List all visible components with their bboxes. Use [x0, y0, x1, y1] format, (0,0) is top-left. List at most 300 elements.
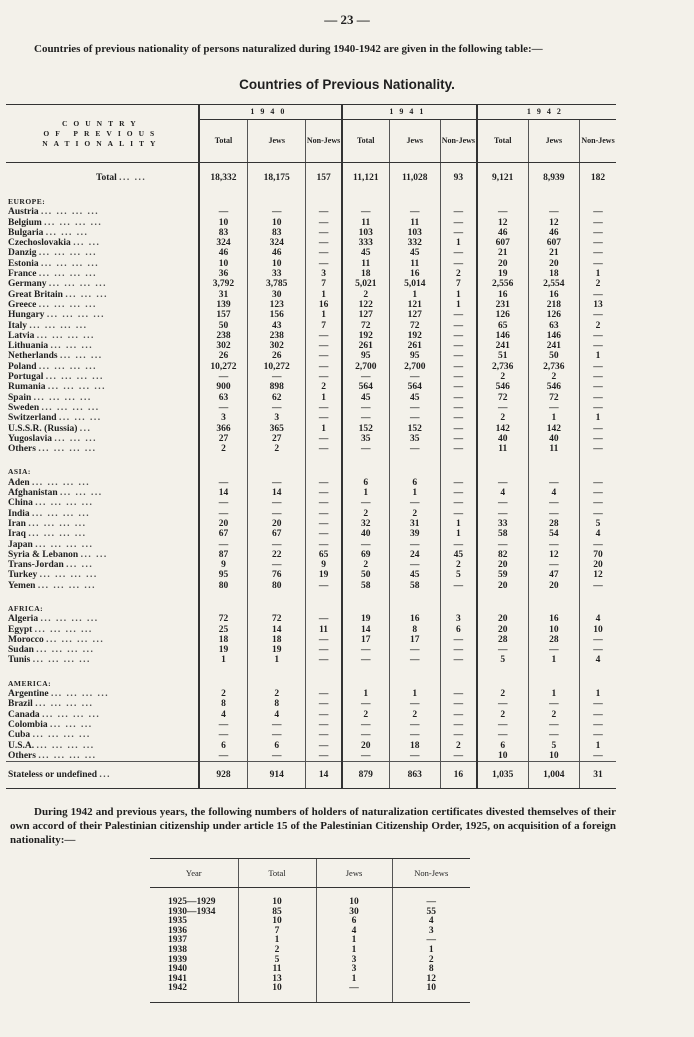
- non-jews-cell: —: [580, 382, 616, 392]
- total-cell: 126: [477, 310, 528, 320]
- non-jews-cell: 2: [580, 321, 616, 331]
- divest-non-jews-cell: 3: [392, 927, 470, 937]
- total-cell: 18: [199, 635, 248, 645]
- country-name-cell: [6, 581, 199, 591]
- non-jews-cell: —: [306, 413, 342, 423]
- jews-cell: 546: [528, 382, 579, 392]
- divest-jews-cell: 1: [316, 975, 392, 985]
- total-cell: 59: [477, 570, 528, 580]
- total-cell: 2: [199, 689, 248, 699]
- non-jews-cell: 1: [440, 290, 476, 300]
- divest-header-year: Year: [150, 859, 238, 888]
- total-cell: 152: [342, 424, 389, 434]
- non-jews-cell: 1: [580, 269, 616, 279]
- total-cell: 63: [199, 393, 248, 403]
- leader-dots: ... ... ... ...: [35, 539, 94, 550]
- country-name-cell: [6, 550, 199, 560]
- total-cell: 5: [477, 655, 528, 665]
- country-name: Argentine: [8, 689, 49, 700]
- country-row: [6, 751, 616, 762]
- stateless-row: [6, 762, 616, 789]
- non-jews-cell: —: [580, 478, 616, 488]
- divestment-table: [150, 858, 470, 1003]
- non-jews-cell: —: [580, 393, 616, 403]
- jews-cell: —: [389, 655, 440, 665]
- country-name-cell: [6, 248, 199, 258]
- country-name: Syria & Lebanon: [8, 549, 79, 560]
- sub-header-jews: Jews: [248, 120, 306, 163]
- total-cell: 2: [342, 290, 389, 300]
- page-number: — 23 —: [324, 12, 370, 27]
- total-cell: 58: [477, 529, 528, 539]
- outro-paragraph: During 1942 and previous years, the following numbers of holders of naturalization certificates divested themselves of their own accord of their Palestinian citizenship under article 15 of the Palestinian Citizenship Order, 1925, on acquisition of a foreign nationality:—: [10, 806, 616, 846]
- leader-dots: ... ... ...: [54, 433, 97, 444]
- non-jews-cell: —: [580, 248, 616, 258]
- non-jews-cell: —: [440, 751, 476, 762]
- non-jews-cell: 93: [440, 163, 476, 194]
- country-row: [6, 279, 616, 289]
- sub-header-non-jews: Non-Jews: [306, 120, 342, 163]
- total-cell: —: [199, 509, 248, 519]
- country-row: [6, 300, 616, 310]
- non-jews-cell: 1: [306, 290, 342, 300]
- non-jews-cell: —: [306, 509, 342, 519]
- country-name: India: [8, 508, 30, 519]
- jews-cell: 4: [528, 488, 579, 498]
- country-row: [6, 331, 616, 341]
- country-name: Lithuania: [8, 341, 49, 352]
- divest-jews-cell: 10: [316, 888, 392, 908]
- non-jews-cell: —: [580, 581, 616, 591]
- jews-cell: 20: [528, 581, 579, 591]
- leader-dots: ... ... ... ...: [40, 614, 99, 625]
- non-jews-cell: —: [306, 689, 342, 699]
- non-jews-cell: 2: [440, 560, 476, 570]
- jews-cell: 2: [248, 444, 306, 454]
- total-cell: —: [199, 730, 248, 740]
- country-row: [6, 614, 616, 624]
- total-cell: 302: [199, 341, 248, 351]
- jews-cell: 10,272: [248, 362, 306, 372]
- total-cell: —: [477, 730, 528, 740]
- country-row: [6, 519, 616, 529]
- jews-cell: 218: [528, 300, 579, 310]
- country-name-cell: [6, 403, 199, 413]
- stateless-label-cell: [6, 762, 199, 789]
- total-cell: 3: [199, 413, 248, 423]
- country-name: Germany: [8, 279, 47, 290]
- country-name: Sudan: [8, 645, 34, 656]
- jews-cell: 1,004: [528, 762, 579, 789]
- sub-header-non-jews: Non-Jews: [580, 120, 616, 163]
- total-cell: 2,736: [477, 362, 528, 372]
- country-name-cell: [6, 498, 199, 508]
- total-cell: —: [342, 730, 389, 740]
- divest-jews-cell: 1: [316, 946, 392, 956]
- non-jews-cell: —: [580, 228, 616, 238]
- non-jews-cell: —: [440, 655, 476, 665]
- total-cell: 35: [342, 434, 389, 444]
- non-jews-cell: —: [440, 207, 476, 217]
- total-cell: 26: [199, 351, 248, 361]
- total-cell: 69: [342, 550, 389, 560]
- jews-cell: 17: [389, 635, 440, 645]
- non-jews-cell: 9: [306, 560, 342, 570]
- total-cell: 6: [199, 741, 248, 751]
- country-row: [6, 372, 616, 382]
- non-jews-cell: 70: [580, 550, 616, 560]
- total-row: [6, 163, 616, 194]
- total-cell: 20: [342, 741, 389, 751]
- region-name: AFRICA:: [8, 603, 44, 613]
- jews-cell: —: [248, 207, 306, 217]
- total-cell: 72: [477, 393, 528, 403]
- total-cell: 72: [342, 321, 389, 331]
- non-jews-cell: —: [306, 362, 342, 372]
- total-cell: —: [477, 207, 528, 217]
- non-jews-cell: —: [440, 689, 476, 699]
- total-cell: 83: [199, 228, 248, 238]
- divest-header-total: Total: [238, 859, 316, 888]
- total-cell: —: [477, 720, 528, 730]
- non-jews-cell: —: [580, 238, 616, 248]
- non-jews-cell: 5: [580, 519, 616, 529]
- jews-cell: 142: [528, 424, 579, 434]
- country-name: Portugal: [8, 372, 44, 383]
- total-cell: —: [342, 498, 389, 508]
- non-jews-cell: —: [580, 341, 616, 351]
- jews-cell: 16: [389, 614, 440, 624]
- jews-cell: —: [248, 751, 306, 762]
- total-cell: 8: [199, 699, 248, 709]
- non-jews-cell: —: [580, 331, 616, 341]
- non-jews-cell: 65: [306, 550, 342, 560]
- country-row: [6, 341, 616, 351]
- country-row: [6, 560, 616, 570]
- total-cell: 19: [342, 614, 389, 624]
- non-jews-cell: —: [306, 529, 342, 539]
- non-jews-cell: —: [440, 488, 476, 498]
- jews-cell: 12: [528, 550, 579, 560]
- region-name: ASIA:: [8, 467, 31, 477]
- total-cell: 58: [342, 581, 389, 591]
- jews-cell: —: [528, 720, 579, 730]
- total-cell: 36: [199, 269, 248, 279]
- jews-cell: 1: [389, 488, 440, 498]
- leader-dots: ... ... ...: [65, 289, 108, 300]
- non-jews-cell: 6: [440, 625, 476, 635]
- non-jews-cell: —: [306, 710, 342, 720]
- jews-cell: 28: [528, 635, 579, 645]
- non-jews-cell: 19: [306, 570, 342, 580]
- total-cell: —: [477, 645, 528, 655]
- region-header-row: [6, 193, 616, 207]
- total-label: Total: [96, 172, 117, 183]
- country-name-cell: [6, 218, 199, 228]
- region-header-row: [6, 675, 616, 689]
- divest-total-cell: 2: [238, 946, 316, 956]
- jews-cell: 26: [248, 351, 306, 361]
- divest-year-cell: 1937: [168, 935, 187, 946]
- jews-cell: —: [389, 730, 440, 740]
- total-cell: 20: [477, 581, 528, 591]
- country-row: [6, 424, 616, 434]
- country-name-cell: [6, 310, 199, 320]
- non-jews-cell: 16: [440, 762, 476, 789]
- country-name-cell: [6, 393, 199, 403]
- non-jews-cell: 3: [440, 614, 476, 624]
- country-name-cell: [6, 645, 199, 655]
- divest-non-jews-cell: —: [392, 888, 470, 908]
- total-cell: 2: [342, 509, 389, 519]
- country-name-cell: [6, 424, 199, 434]
- non-jews-cell: —: [306, 581, 342, 591]
- divest-year-cell: 1930—1934: [168, 906, 216, 917]
- country-name: France: [8, 269, 37, 280]
- jews-cell: 83: [248, 228, 306, 238]
- jews-cell: 95: [389, 351, 440, 361]
- country-row: [6, 581, 616, 591]
- leader-dots: ... ... ... ...: [36, 330, 95, 341]
- country-name-cell: [6, 655, 199, 665]
- jews-cell: 18: [248, 635, 306, 645]
- region-header-row: [6, 600, 616, 614]
- nationality-table: [6, 104, 616, 789]
- divestment-table-body: [150, 888, 470, 1003]
- jews-cell: 2: [528, 372, 579, 382]
- country-row: [6, 570, 616, 580]
- country-name: Netherlands: [8, 351, 58, 362]
- country-name: Switzerland: [8, 413, 57, 424]
- country-name-cell: [6, 279, 199, 289]
- region-name: EUROPE:: [8, 197, 46, 206]
- total-cell: 20: [477, 560, 528, 570]
- country-name-cell: [6, 238, 199, 248]
- non-jews-cell: —: [440, 218, 476, 228]
- non-jews-cell: —: [306, 434, 342, 444]
- nationality-table-body: [6, 163, 616, 789]
- jews-cell: —: [528, 730, 579, 740]
- jews-cell: 21: [528, 248, 579, 258]
- country-name-cell: [6, 699, 199, 709]
- country-row: [6, 699, 616, 709]
- non-jews-cell: 1: [440, 238, 476, 248]
- divest-jews-cell: 4: [316, 927, 392, 937]
- leader-dots: ... ... ... ...: [46, 310, 105, 321]
- country-header-line2: OF PREVIOUS NATIONALITY: [42, 128, 162, 148]
- divest-total-cell: 5: [238, 956, 316, 966]
- jews-cell: —: [528, 560, 579, 570]
- total-cell: —: [477, 403, 528, 413]
- total-cell: 6: [477, 741, 528, 751]
- total-cell: 11: [342, 218, 389, 228]
- jews-cell: —: [528, 207, 579, 217]
- leader-dots: ... ... ...: [60, 351, 103, 362]
- country-name-cell: [6, 529, 199, 539]
- jews-cell: 45: [389, 570, 440, 580]
- jews-cell: 72: [248, 614, 306, 624]
- divest-year-cell: 1935: [168, 916, 187, 927]
- country-name: Greece: [8, 299, 37, 310]
- non-jews-cell: 7: [306, 321, 342, 331]
- spacer-row: [6, 454, 616, 463]
- non-jews-cell: —: [306, 699, 342, 709]
- non-jews-cell: 2: [306, 382, 342, 392]
- jews-cell: —: [248, 560, 306, 570]
- jews-cell: —: [389, 720, 440, 730]
- stateless-label: Stateless or undefined: [8, 769, 98, 780]
- total-cell: —: [199, 403, 248, 413]
- jews-cell: 80: [248, 581, 306, 591]
- divest-total-cell: 10: [238, 888, 316, 908]
- country-name: Austria: [8, 207, 39, 218]
- divest-jews-cell: 3: [316, 965, 392, 975]
- country-row: [6, 434, 616, 444]
- total-cell: 333: [342, 238, 389, 248]
- jews-cell: —: [248, 403, 306, 413]
- total-cell: 20: [477, 259, 528, 269]
- total-cell: —: [342, 540, 389, 550]
- divest-row: [150, 975, 470, 985]
- total-cell: 33: [477, 519, 528, 529]
- leader-dots: ... ... ... ...: [44, 217, 103, 228]
- total-cell: —: [199, 207, 248, 217]
- leader-dots: ... ... ... ...: [32, 655, 91, 666]
- total-cell: 238: [199, 331, 248, 341]
- non-jews-cell: —: [306, 519, 342, 529]
- non-jews-cell: —: [580, 699, 616, 709]
- divest-non-jews-cell: 2: [392, 956, 470, 966]
- leader-dots: ... ... ... ...: [32, 730, 91, 741]
- non-jews-cell: —: [440, 393, 476, 403]
- jews-cell: —: [389, 207, 440, 217]
- jews-cell: 10: [528, 625, 579, 635]
- non-jews-cell: —: [580, 424, 616, 434]
- total-cell: 20: [477, 614, 528, 624]
- non-jews-cell: —: [440, 259, 476, 269]
- divest-row: [150, 984, 470, 1002]
- total-cell: 14: [199, 488, 248, 498]
- jews-cell: 63: [528, 321, 579, 331]
- total-cell: 11,121: [342, 163, 389, 194]
- divest-total-cell: 1: [238, 936, 316, 946]
- non-jews-cell: —: [440, 424, 476, 434]
- country-row: [6, 550, 616, 560]
- country-row: [6, 635, 616, 645]
- non-jews-cell: —: [440, 403, 476, 413]
- non-jews-cell: —: [440, 645, 476, 655]
- country-name: Others: [8, 750, 36, 761]
- region-name: AMERICA:: [8, 678, 52, 688]
- country-row: [6, 248, 616, 258]
- non-jews-cell: —: [580, 362, 616, 372]
- total-cell: —: [477, 478, 528, 488]
- divest-year-cell: 1942: [150, 984, 238, 1002]
- leader-dots: ... ... ... ...: [29, 320, 88, 331]
- jews-cell: 16: [528, 614, 579, 624]
- non-jews-cell: —: [440, 351, 476, 361]
- total-cell: 51: [477, 351, 528, 361]
- non-jews-cell: —: [440, 498, 476, 508]
- country-name: Belgium: [8, 217, 42, 228]
- jews-cell: 365: [248, 424, 306, 434]
- divest-year-cell: 1940: [168, 964, 187, 975]
- jews-cell: 863: [389, 762, 440, 789]
- non-jews-cell: 1: [440, 529, 476, 539]
- country-name: Egypt: [8, 624, 33, 635]
- country-row: [6, 228, 616, 238]
- non-jews-cell: 16: [306, 300, 342, 310]
- jews-cell: —: [389, 413, 440, 423]
- total-cell: 12: [477, 218, 528, 228]
- total-cell: 9,121: [477, 163, 528, 194]
- total-cell: 50: [199, 321, 248, 331]
- non-jews-cell: —: [306, 341, 342, 351]
- jews-cell: 45: [389, 393, 440, 403]
- country-name: Great Britain: [8, 289, 63, 300]
- divest-header-non-jews: Non-Jews: [392, 859, 470, 888]
- country-row: [6, 444, 616, 454]
- non-jews-cell: —: [440, 509, 476, 519]
- jews-cell: 103: [389, 228, 440, 238]
- non-jews-cell: —: [580, 540, 616, 550]
- total-cell: 142: [477, 424, 528, 434]
- non-jews-cell: 1: [580, 741, 616, 751]
- total-cell: 10,272: [199, 362, 248, 372]
- total-cell: 21: [477, 248, 528, 258]
- leader-dots: ... ... ... ...: [42, 709, 101, 720]
- country-name: Morocco: [8, 634, 44, 645]
- total-cell: 46: [477, 228, 528, 238]
- country-name-cell: [6, 341, 199, 351]
- jews-cell: 16: [389, 269, 440, 279]
- leader-dots: ... ... ... ...: [35, 699, 94, 710]
- country-name-cell: [6, 540, 199, 550]
- jews-cell: 238: [248, 331, 306, 341]
- jews-cell: 47: [528, 570, 579, 580]
- spacer-row: [6, 666, 616, 675]
- country-name: Trans-Jordan: [8, 560, 64, 571]
- jews-cell: —: [389, 540, 440, 550]
- country-row: [6, 710, 616, 720]
- divest-non-jews-cell: 1: [392, 946, 470, 956]
- total-cell: 46: [199, 248, 248, 258]
- non-jews-cell: 1: [580, 689, 616, 699]
- country-name-cell: [6, 207, 199, 217]
- total-cell: —: [199, 751, 248, 762]
- total-cell: 546: [477, 382, 528, 392]
- jews-cell: 156: [248, 310, 306, 320]
- jews-cell: —: [528, 478, 579, 488]
- total-cell: 1: [342, 689, 389, 699]
- total-cell: 82: [477, 550, 528, 560]
- country-row: [6, 720, 616, 730]
- country-row: [6, 382, 616, 392]
- country-name-cell: [6, 488, 199, 498]
- country-name-cell: [6, 351, 199, 361]
- leader-dots: ... ...: [80, 549, 108, 560]
- divest-total-cell: 10: [238, 917, 316, 927]
- total-cell: 146: [477, 331, 528, 341]
- leader-dots: ... ... ... ...: [38, 269, 97, 280]
- divest-non-jews-cell: —: [392, 936, 470, 946]
- jews-cell: 5,014: [389, 279, 440, 289]
- jews-cell: 3: [248, 413, 306, 423]
- total-cell: 27: [199, 434, 248, 444]
- non-jews-cell: —: [440, 720, 476, 730]
- non-jews-cell: 3: [306, 269, 342, 279]
- non-jews-cell: —: [306, 444, 342, 454]
